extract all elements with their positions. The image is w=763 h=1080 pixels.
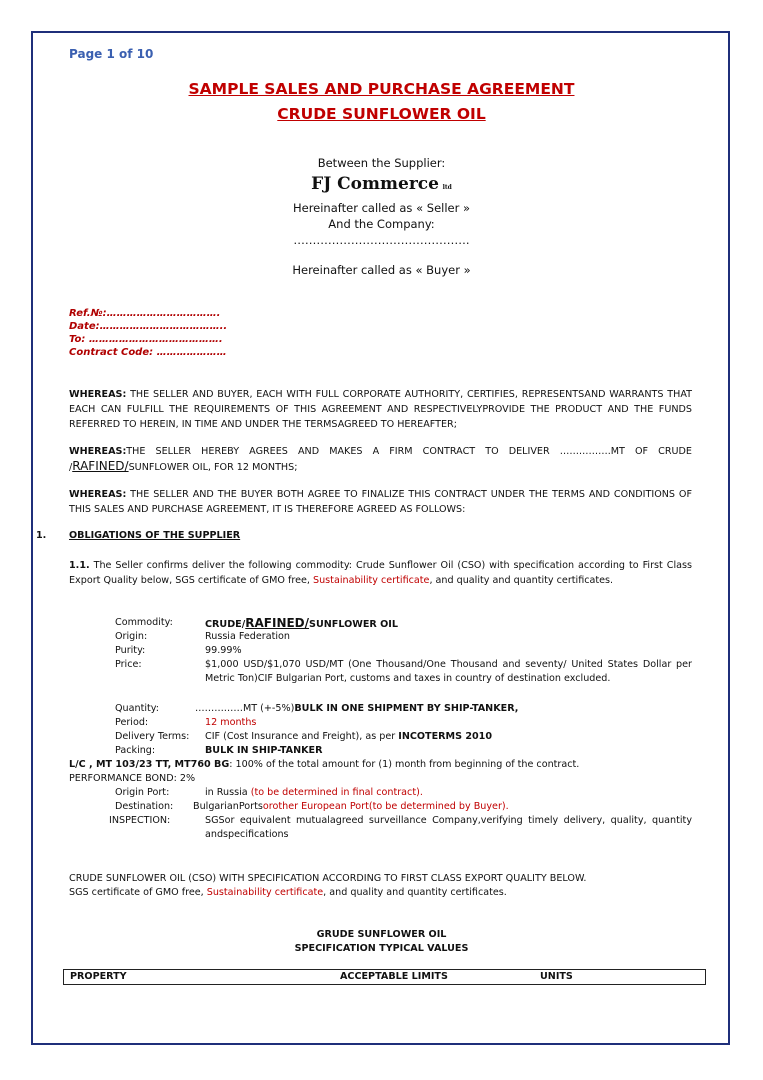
table-subtitle: SPECIFICATION TYPICAL VALUES <box>294 943 469 954</box>
closing-line-2 <box>69 886 699 900</box>
origin-value: Russia Federation <box>205 631 290 642</box>
ref-number: Ref.№:……………………………. <box>69 308 221 319</box>
closing-line-1: CRUDE SUNFLOWER OIL (CSO) WITH SPECIFICATION ACCORDING TO FIRST CLASS EXPORT QUALITY BELOW. <box>69 873 587 884</box>
inspection-label: INSPECTION: <box>109 815 171 826</box>
clause-1-1-text-b: , and quality and quantity certificates. <box>429 575 614 586</box>
destination-value <box>193 800 509 814</box>
clause-1-1-number: 1.1. <box>69 560 90 571</box>
section-1-number: 1. <box>36 530 47 541</box>
delivery-value <box>205 730 492 744</box>
purity-value: 99.99% <box>205 645 242 656</box>
and-company: And the Company: <box>328 217 435 231</box>
commodity-value-c: SUNFLOWER OIL <box>309 619 398 630</box>
company-blank: ………………………………………. <box>293 233 470 247</box>
delivery-value-b: INCOTERMS 2010 <box>398 731 493 742</box>
commodity-label: Commodity: <box>115 617 173 628</box>
document-title: SAMPLE SALES AND PURCHASE AGREEMENT <box>188 80 575 98</box>
quantity-label: Quantity: <box>115 703 159 714</box>
origin-port-value <box>205 786 423 800</box>
page-number: Page 1 of 10 <box>69 47 154 61</box>
whereas-3 <box>69 487 692 517</box>
inspection-value: SGSor equivalent mutualagreed surveillance Company,verifying timely delivery, quality, quantity andspecifications <box>205 815 692 840</box>
period-value: 12 months <box>205 717 257 728</box>
packing-value: BULK IN SHIP-TANKER <box>205 745 323 756</box>
quantity-value-b: BULK IN ONE SHIPMENT BY SHIP-TANKER, <box>294 703 519 714</box>
origin-port-label: Origin Port: <box>115 787 170 798</box>
lc-label: L/C , MT 103/23 TT, MT760 BG <box>69 759 230 770</box>
whereas-3-label: WHEREAS: <box>69 489 127 500</box>
whereas-2-label: WHEREAS: <box>69 446 127 457</box>
spec-table-header <box>63 969 706 985</box>
whereas-2 <box>69 444 692 475</box>
col-units: UNITS <box>540 971 573 982</box>
whereas-2-text-b: SUNFLOWER OIL, FOR 12 MONTHS; <box>128 462 298 473</box>
whereas-3-text: THE SELLER AND THE BUYER BOTH AGREE TO FINALIZE THIS CONTRACT UNDER THE TERMS AND CONDITIONS OF THIS SALES AND PURCHASE AGREEMENT, IT IS THEREFORE AGREED AS FOLLOWS: <box>69 489 692 515</box>
origin-label: Origin: <box>115 631 148 642</box>
delivery-label: Delivery Terms: <box>115 731 190 742</box>
closing-line-2-b: , and quality and quantity certificates. <box>323 887 507 898</box>
whereas-1-text: THE SELLER AND BUYER, EACH WITH FULL CORPORATE AUTHORITY, CERTIFIES, REPRESENTSAND WARRANTS THAT EACH CAN FULFILL THE REQUIREMENTS OF THIS AGREEMENT AND RESPECTIVELYPROVIDE THE PRODUCT AND THE FUNDS REFERRED TO HEREIN, IN TIME AND UNDER THE TERMSAGREED TO HEREAFTER; <box>69 389 692 430</box>
origin-port-a: in Russia <box>205 787 251 798</box>
origin-port-b: (to be determined in final contract). <box>250 787 423 798</box>
document-subtitle: CRUDE SUNFLOWER OIL <box>277 105 486 123</box>
commodity-value-b: RAFINED/ <box>245 616 310 630</box>
destination-b: orother European Port(to be determined by Buyer). <box>262 801 509 812</box>
contract-code: Contract Code: ………………… <box>69 347 227 358</box>
destination-a: BulgarianPorts <box>193 801 263 812</box>
supplier-logo <box>0 174 763 194</box>
price-label: Price: <box>115 659 142 670</box>
section-1-heading: OBLIGATIONS OF THE SUPPLIER <box>69 530 241 541</box>
purity-label: Purity: <box>115 645 146 656</box>
price-value: $1,000 USD/$1,070 USD/MT (One Thousand/One Thousand and seventy/ United States Dollar per Metric Ton)CIF Bulgarian Port, customs and taxes in country of destination excluded. <box>205 659 692 684</box>
closing-line-2-red: Sustainability certificate <box>206 887 324 898</box>
supplier-logo-suffix: ltd <box>442 184 452 191</box>
performance-bond: PERFORMANCE BOND: 2% <box>69 773 196 784</box>
seller-designation: Hereinafter called as « Seller » <box>292 201 471 215</box>
delivery-value-a: CIF (Cost Insurance and Freight), as per <box>205 731 399 742</box>
supplier-logo-text: FJ Commerce <box>311 174 439 194</box>
col-property: PROPERTY <box>70 971 127 982</box>
whereas-1 <box>69 387 692 432</box>
period-label: Period: <box>115 717 149 728</box>
packing-label: Packing: <box>115 745 156 756</box>
quantity-value-a: ……………MT (+-5%) <box>195 703 295 714</box>
between-supplier: Between the Supplier: <box>317 156 446 170</box>
destination-label: Destination: <box>115 801 174 812</box>
clause-1-1-sustainability: Sustainability certificate <box>313 575 430 586</box>
buyer-designation: Hereinafter called as « Buyer » <box>292 263 471 277</box>
ref-date: Date:……………………………….. <box>69 321 228 332</box>
ref-to: To: …………………………………. <box>69 334 223 345</box>
commodity-spec <box>0 616 763 846</box>
lc-value: : 100% of the total amount for (1) month from beginning of the contract. <box>229 759 580 770</box>
whereas-2-rafined: RAFINED/ <box>72 459 129 473</box>
closing-line-2-a: SGS certificate of GMO free, <box>69 887 207 898</box>
lc-terms <box>69 758 579 772</box>
quantity-value <box>195 702 518 716</box>
clause-1-1 <box>69 558 692 588</box>
whereas-1-label: WHEREAS: <box>69 389 127 400</box>
commodity-value-a: CRUDE/ <box>205 619 246 630</box>
whereas-2-text-a: THE SELLER HEREBY AGREES AND MAKES A FIRM CONTRACT TO DELIVER …………….MT OF CRUDE / <box>69 446 692 473</box>
table-title: GRUDE SUNFLOWER OIL <box>316 929 447 940</box>
col-acceptable-limits: ACCEPTABLE LIMITS <box>340 971 448 982</box>
clause-1-1-text-a: The Seller confirms deliver the following commodity: Crude Sunflower Oil (CSO) with specification according to First Class Export Quality below, SGS certificate of GMO free, <box>69 560 692 586</box>
